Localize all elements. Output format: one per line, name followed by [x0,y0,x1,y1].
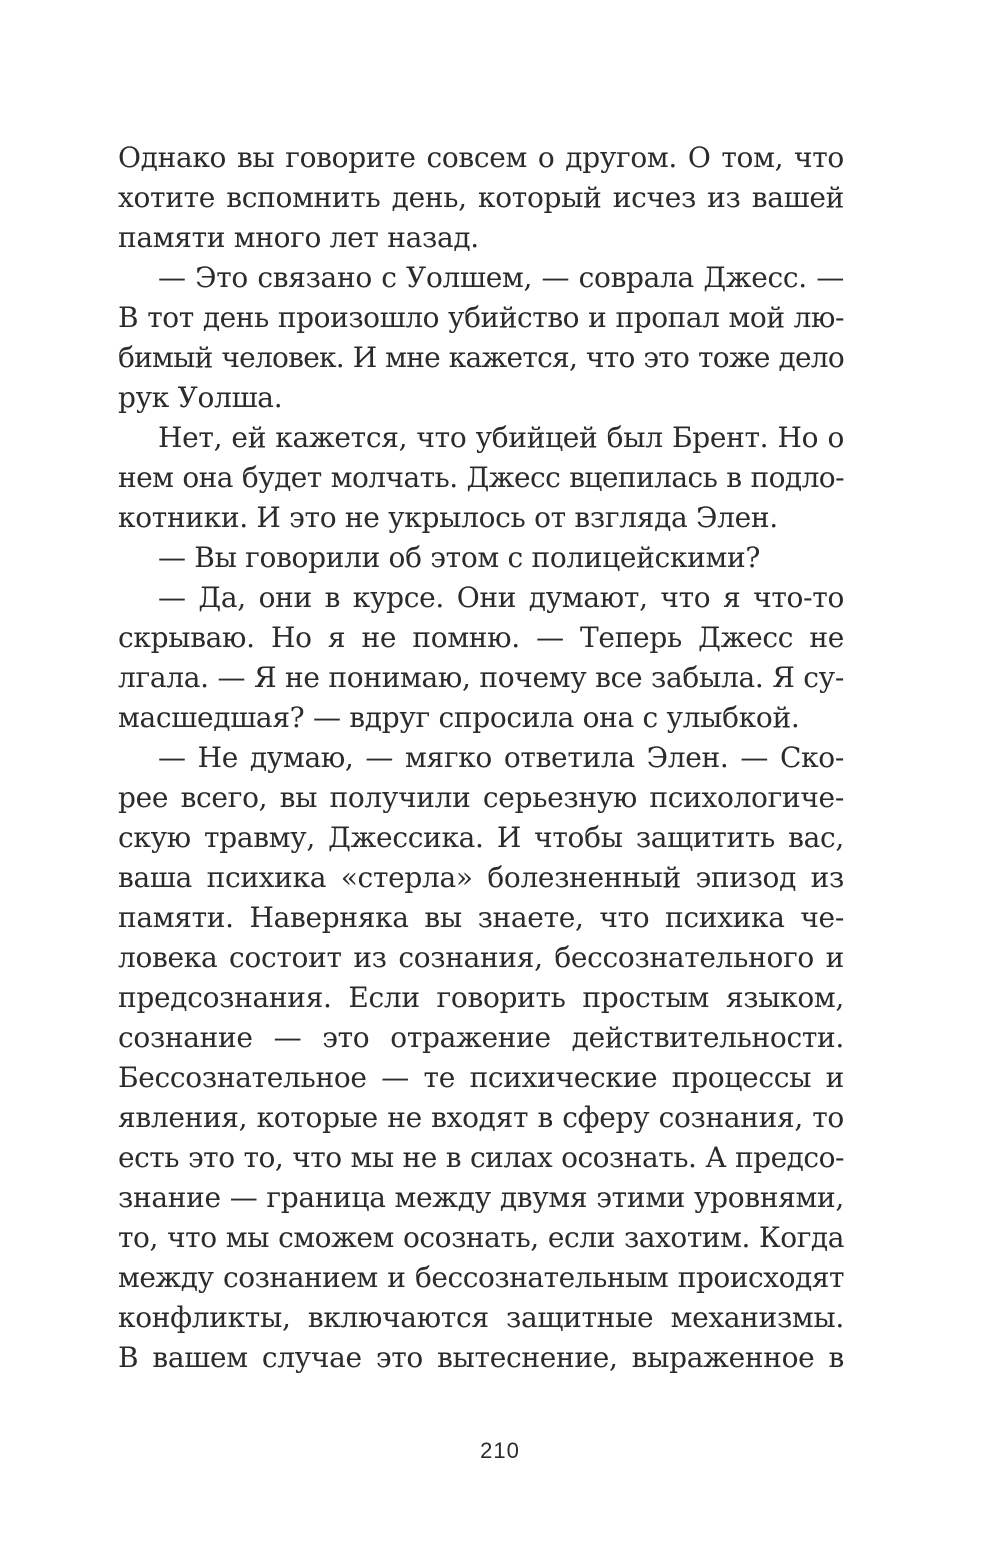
text-line: ваша психика «стерла» болезненный эпизод из [118,861,844,894]
text-line: Бессознательное — те психические процессы и [118,1061,844,1094]
page-number: 210 [480,1438,520,1463]
text-line: В вашем случае это вытеснение, выраженное в [118,1341,844,1374]
text-line: знание — граница между двумя этими уровнями, [118,1181,844,1214]
text-line: Нет, ей кажется, что убийцей был Брент. Но о [158,421,844,454]
text-line: котники. И это не укрылось от взгляда Элен. [118,501,778,534]
text-line: скрываю. Но я не помню. — Теперь Джесс не [118,621,844,654]
text-line: рее всего, вы получили серьезную психологиче- [118,781,844,814]
text-line: есть это то, что мы не в силах осознать. А предсо- [118,1141,844,1174]
text-line: — Вы говорили об этом с полицейскими? [158,541,761,574]
text-line: нем она будет молчать. Джесс вцепилась в подло- [118,461,844,494]
text-line: сознание — это отражение действительности. [118,1021,844,1054]
text-line: явления, которые не входят в сферу сознания, то [118,1101,844,1134]
text-line: масшедшая? — вдруг спросила она с улыбкой. [118,701,800,734]
text-line: предсознания. Если говорить простым языком, [118,981,844,1014]
text-line: лгала. — Я не понимаю, почему все забыла. Я су- [118,661,844,694]
text-line: бимый человек. И мне кажется, что это тоже дело [118,341,844,374]
text-line: то, что мы сможем осознать, если захотим. Когда [118,1221,844,1254]
text-line: — Да, они в курсе. Они думают, что я что-то [158,581,844,614]
text-line: Однако вы говорите совсем о другом. О том, что [118,141,844,174]
text-line: конфликты, включаются защитные механизмы. [118,1301,844,1334]
text-line: рук Уолша. [118,381,283,414]
body-text [118,138,844,1378]
text-line: — Это связано с Уолшем, — соврала Джесс. — [158,261,844,294]
text-line: — Не думаю, — мягко ответила Элен. — Ско- [158,741,844,774]
text-line: ловека состоит из сознания, бессознательного и [118,941,844,974]
text-line: хотите вспомнить день, который исчез из вашей [118,181,844,214]
text-line: скую травму, Джессика. И чтобы защитить вас, [118,821,844,854]
text-line: памяти. Наверняка вы знаете, что психика че- [118,901,844,934]
text-line: между сознанием и бессознательным происходят [118,1261,844,1294]
text-line: В тот день произошло убийство и пропал мой лю- [118,301,844,334]
text-line: памяти много лет назад. [118,221,479,254]
